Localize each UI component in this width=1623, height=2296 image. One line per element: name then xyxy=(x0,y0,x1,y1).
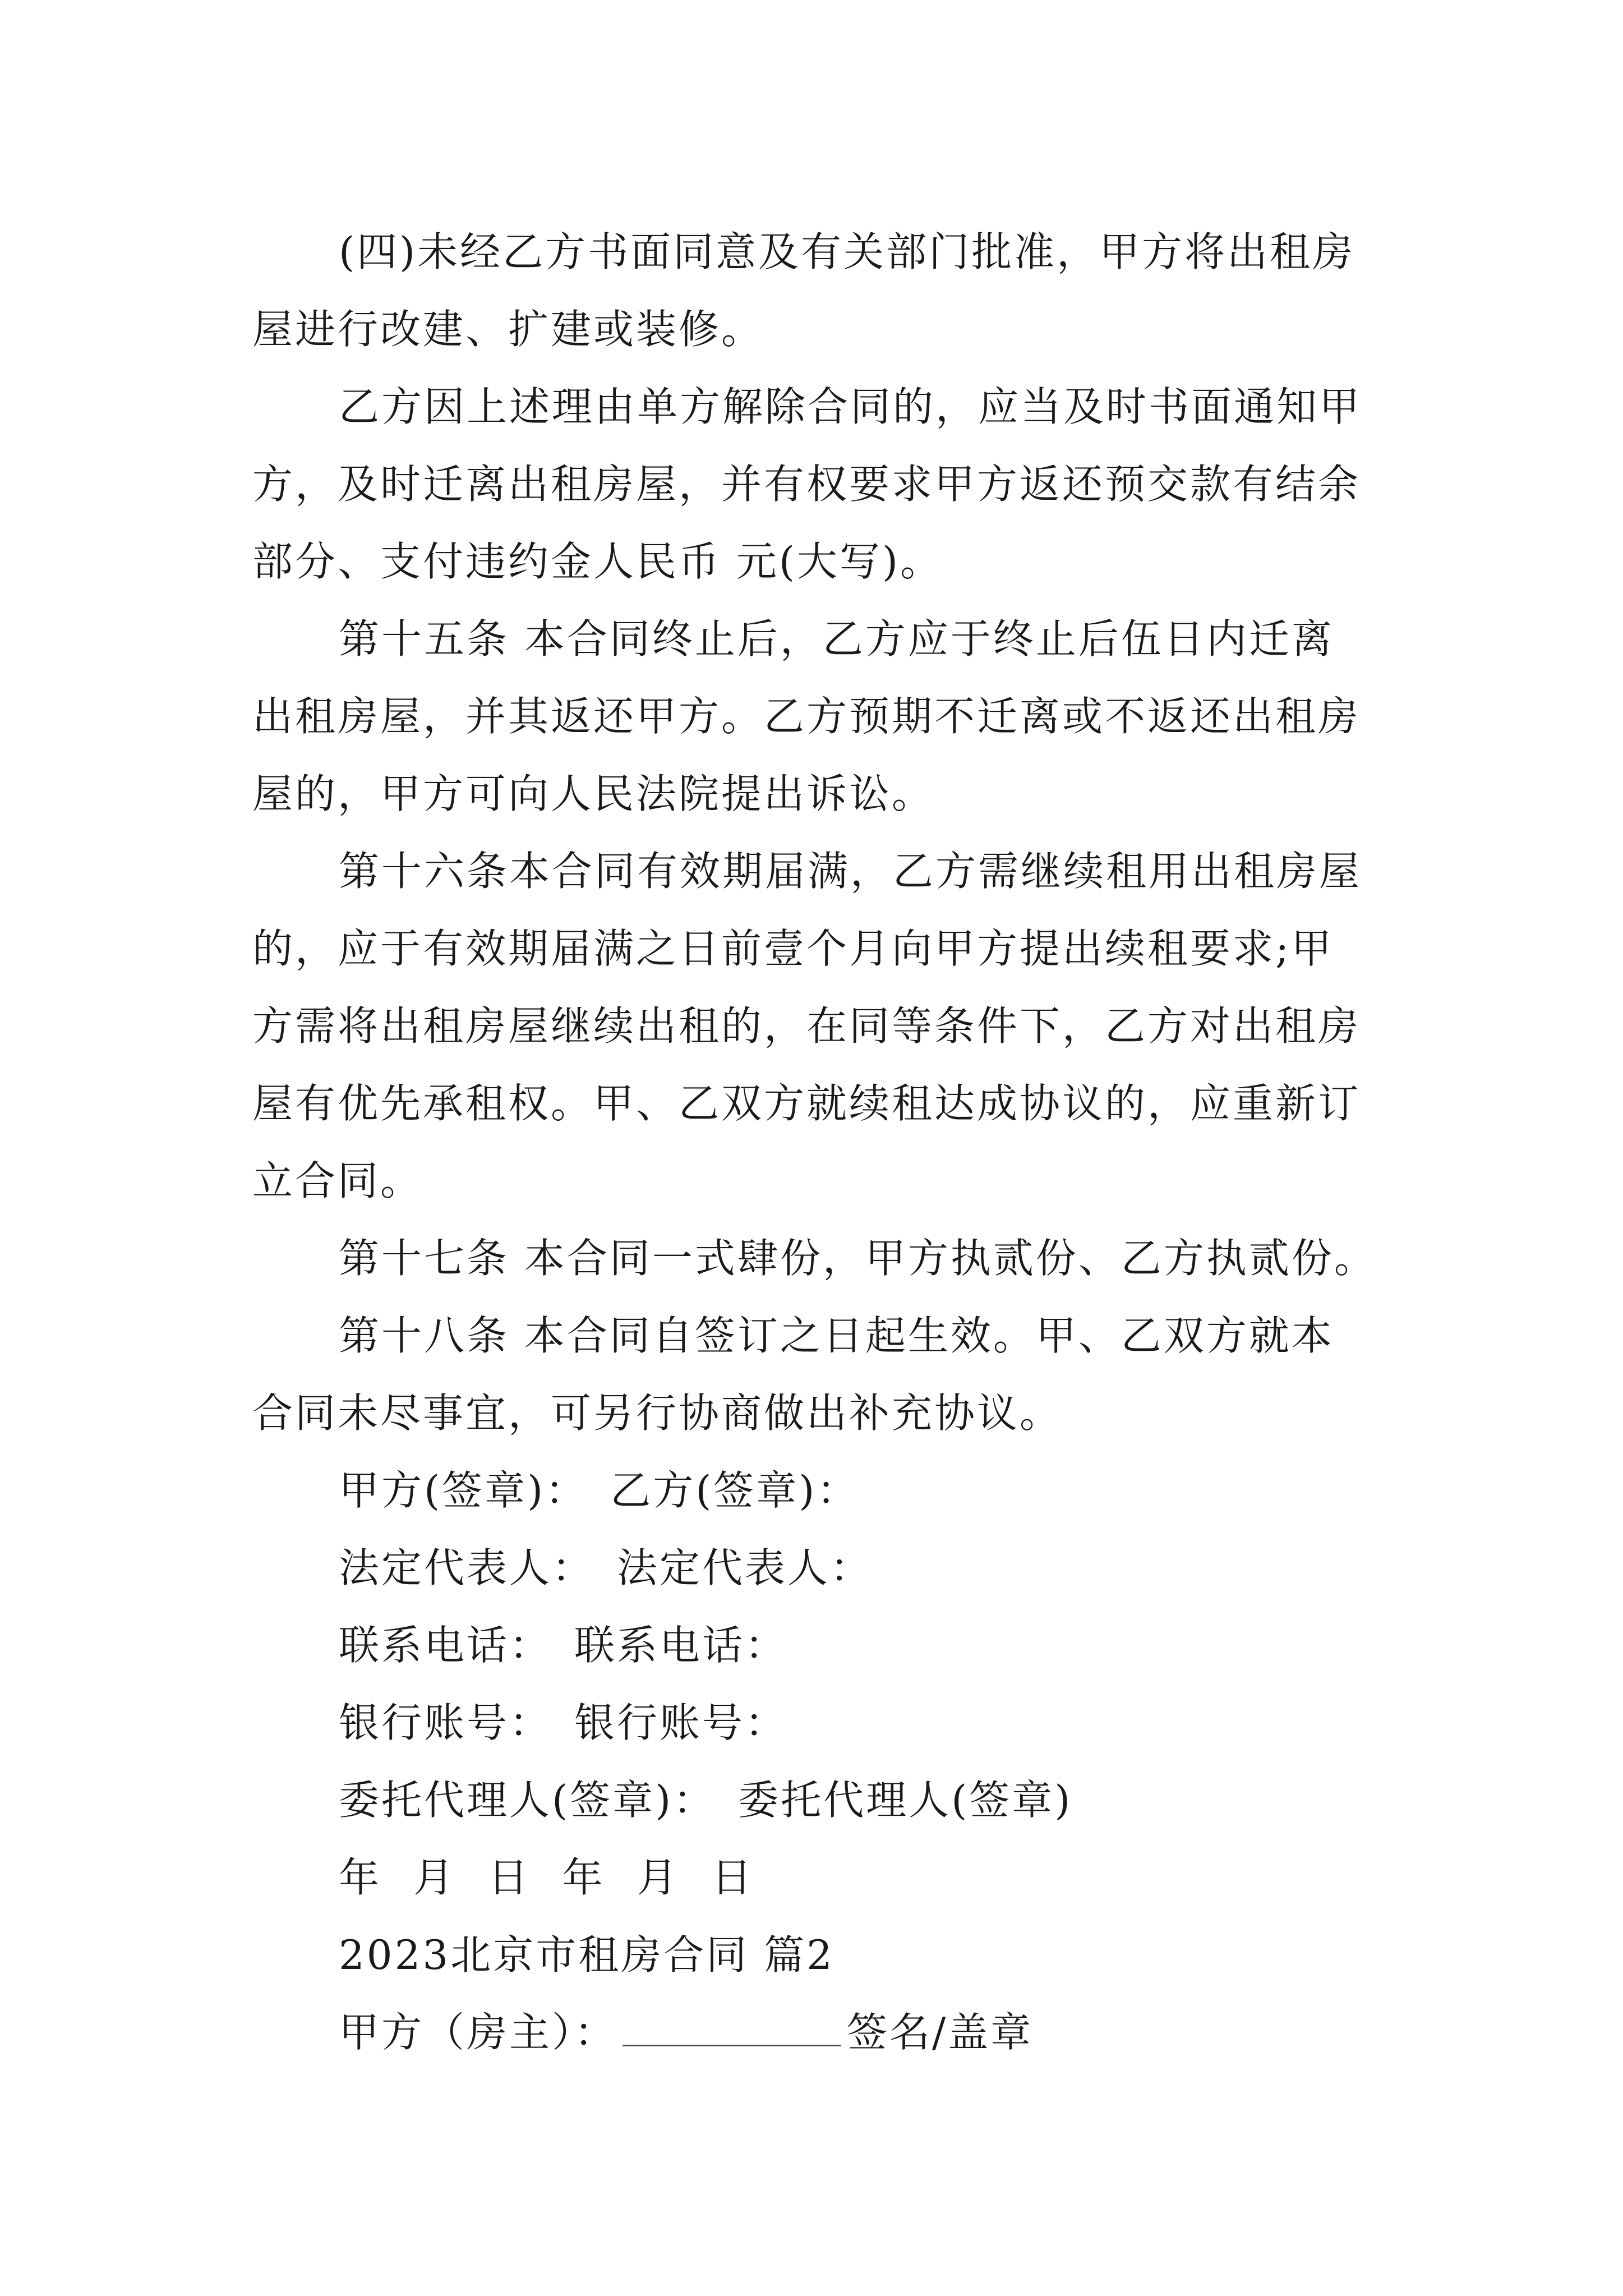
document-page xyxy=(252,213,1402,2071)
paragraph-article-15 xyxy=(252,600,1402,832)
text-line: 立合同。 xyxy=(252,1157,423,1204)
text-line: 方，及时迁离出租房屋，并有权要求甲方返还预交款有结余 xyxy=(252,461,1361,508)
text-line: 方需将出租房屋继续出租的，在同等条件下，乙方对出租房 xyxy=(252,1002,1361,1050)
text-line: 第十七条 本合同一式肆份，甲方执贰份、乙方执贰份。 xyxy=(339,1235,1377,1282)
text-line: 屋进行改建、扩建或装修。 xyxy=(252,306,764,353)
text-line: 合同未尽事宜，可另行协商做出补充协议。 xyxy=(252,1389,1063,1437)
paragraph-termination xyxy=(252,368,1402,600)
paragraph-clause-4 xyxy=(252,213,1402,368)
party-b-rep-label: 法定代表人： xyxy=(617,1544,873,1591)
signature-seal-row xyxy=(252,1452,1402,1529)
paragraph-article-17 xyxy=(252,1220,1402,1297)
party-b-seal-label: 乙方(签章)： xyxy=(610,1467,860,1514)
paragraph-article-18 xyxy=(252,1297,1402,1452)
signature-rep-row xyxy=(252,1529,1402,1607)
landlord-blank-field[interactable] xyxy=(623,2011,841,2046)
text-line: 第十六条本合同有效期届满，乙方需继续租用出租房屋 xyxy=(339,848,1362,895)
signature-bank-row xyxy=(252,1684,1402,1761)
text-line: 第十八条 本合同自签订之日起生效。甲、乙双方就本 xyxy=(339,1312,1334,1359)
party-b-phone-label: 联系电话： xyxy=(574,1622,788,1669)
landlord-suffix: 签名/盖章 xyxy=(847,2009,1034,2056)
signature-block xyxy=(252,1452,1402,1916)
party-a-seal-label: 甲方(签章)： xyxy=(339,1467,588,1514)
text-line: 的，应于有效期届满之日前壹个月向甲方提出续租要求;甲 xyxy=(252,925,1334,972)
text-line: 出租房屋，并其返还甲方。乙方预期不迁离或不返还出租房 xyxy=(252,693,1361,740)
landlord-label: 甲方（房主）： xyxy=(339,2009,617,2056)
party-b-agent-label: 委托代理人(签章) xyxy=(738,1777,1073,1824)
signature-phone-row xyxy=(252,1607,1402,1684)
text-line: 屋有优先承租权。甲、乙双方就续租达成协议的，应重新订 xyxy=(252,1080,1361,1127)
party-a-bank-label: 银行账号： xyxy=(339,1699,552,1746)
text-line: (四)未经乙方书面同意及有关部门批准，甲方将出租房 xyxy=(339,228,1355,275)
party-a-rep-label: 法定代表人： xyxy=(339,1544,595,1591)
text-line: 第十五条 本合同终止后，乙方应于终止后伍日内迁离 xyxy=(339,615,1334,662)
text-line: 部分、支付违约金人民币 元(大写)。 xyxy=(252,538,943,585)
paragraph-article-16 xyxy=(252,832,1402,1220)
party-a-phone-label: 联系电话： xyxy=(339,1622,552,1669)
signature-agent-row xyxy=(252,1761,1402,1839)
section-title: 2023北京市租房合同 篇2 xyxy=(339,1931,834,1978)
landlord-signature-line xyxy=(252,1994,1402,2071)
party-a-agent-label: 委托代理人(签章)： xyxy=(339,1777,716,1824)
signature-date-row: 年 月 日 年 月 日 xyxy=(339,1854,754,1901)
text-line: 屋的，甲方可向人民法院提出诉讼。 xyxy=(252,770,935,817)
party-b-bank-label: 银行账号： xyxy=(574,1699,788,1746)
text-line: 乙方因上述理由单方解除合同的，应当及时书面通知甲 xyxy=(339,383,1362,430)
